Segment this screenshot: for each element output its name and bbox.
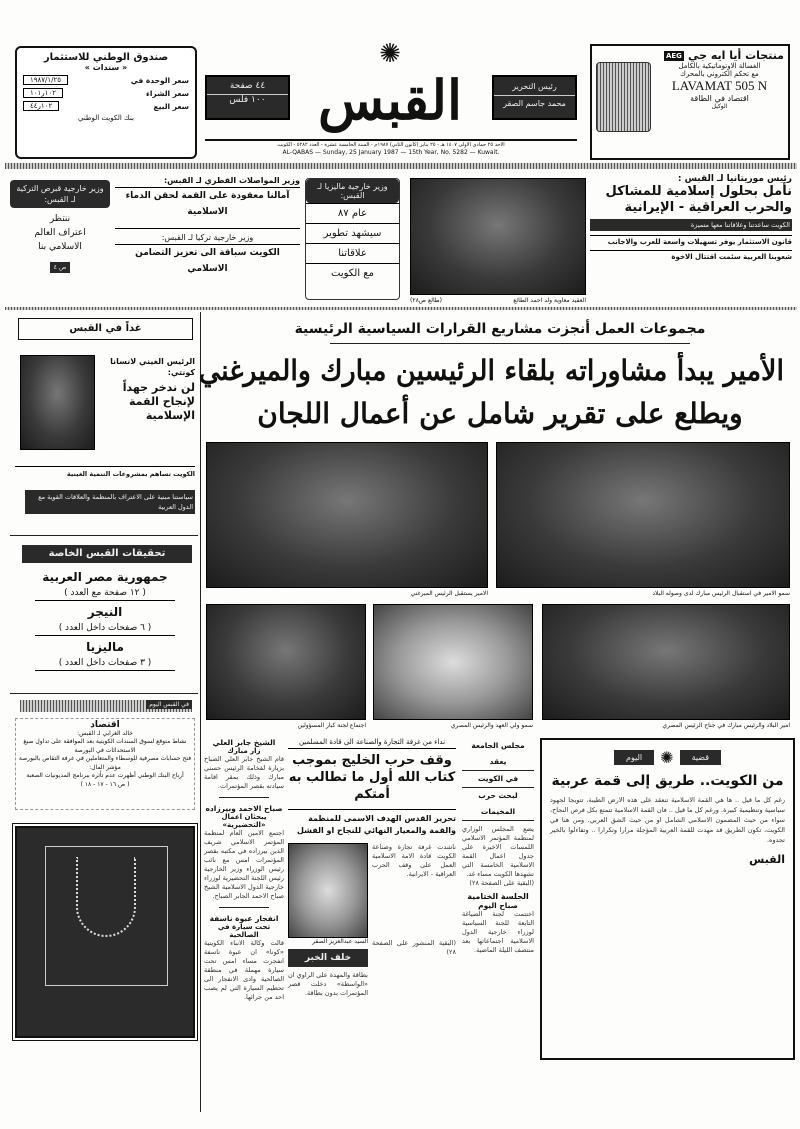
divider: [219, 907, 269, 908]
subheadline: زار مبارك: [227, 747, 261, 755]
editorial-label: اليوم: [614, 750, 654, 765]
editorial-headline: من الكويت.. طريق إلى قمة عربية: [551, 773, 784, 789]
fund-row: [23, 101, 189, 111]
headline-line: اعتراف العالم: [34, 228, 86, 238]
economy-line: فتح حسابات مصرفية للوسطاء والمتعاملين في غرفة التقاص بالبورصة: [18, 755, 192, 762]
page-ref: (طالع ص٢٨): [410, 297, 442, 304]
editorial-box: [540, 738, 795, 1060]
subheadline: تحت سيارة في الصالحية: [217, 923, 271, 939]
reports-list: [15, 568, 195, 673]
dateline-english: AL-QABAS — Sunday, 25 January 1987 — 15th Year, No. 5282 — Kuwait.: [282, 149, 500, 156]
behind-news-logo: خلف الخبر: [288, 949, 368, 967]
headline-line: علاقاتنا: [306, 243, 399, 263]
photo-caption: الامير يستقبل الرئيس الميرغني: [410, 590, 488, 597]
photo-caption: امير البلاد والرئيس مبارك في جناح الرئيس المصري: [662, 722, 790, 729]
editor-title: رئيس التحرير: [512, 82, 557, 91]
headline-line: عام ٨٧: [306, 203, 399, 223]
fund-value: ١٩٨٧/١/٢٥: [23, 75, 68, 85]
column-rule: [200, 312, 201, 1112]
editorial-text: رغم كل ما قيل .. ها هي القمة الاسلامية تنعقد على هذه الارض الطيبة، تتويجا لجهود سياسية وتنظيمية كبيرة. ورغم كل ما قيل .. فان القمة الاسلامية تتمتع بكل فرص النجاح، سواء من حيث المضمون الاسلامي الشامل او من حيث الشق العربي. ومن هنا في الكويت، تكون الطريق قد مهدت للقمة العربية المؤجلة مرارا وتكرارا .. وتفاءلوا بالخير تجدوه.: [550, 796, 785, 844]
main-headline: [199, 349, 795, 437]
headline: صباح اليوم: [478, 901, 518, 910]
fund-subtitle: « سندات »: [84, 63, 128, 72]
headline-line: الاسلامي بنا: [38, 242, 82, 252]
ad-slogan: اقتصاد في الطاقة: [690, 94, 749, 103]
bank-name: بنك الكويت الوطني: [77, 114, 134, 122]
headline: وقف حرب الخليج بموجب كتاب الله أول ما تطالب به أمتكم: [288, 753, 456, 802]
ad-agent: الوكيل: [711, 103, 728, 110]
chamber-body: [288, 843, 456, 998]
reports-header: تحقيقات القبس الخاصة: [22, 545, 192, 563]
page-ref: ص ٤: [50, 262, 70, 273]
article-text: ناشدت غرفة تجارة وصناعة الكويت قادة الامة الاسلامية العمل على وقف الحرب العراقية - الايرانية.: [372, 843, 456, 878]
fund-value: ١٠٢ر١٠١: [23, 88, 63, 98]
report-pages: ( ١٢ صفحة مع العدد ): [35, 586, 175, 601]
economy-title: اقتصاد: [90, 720, 120, 730]
article-text: اختتمت لجنة الصياغة التابعة للجنة السياسية لوزراء خارجية الدول الاسلامية اجتماعاتها بعد منتصف الليلة الماضية.: [462, 910, 534, 954]
photo-caption: اجتماع لجنة كبار المسؤولين: [297, 722, 366, 729]
report-pages: ( ٦ صفحات داخل العدد ): [35, 621, 175, 636]
editor-box: [492, 75, 577, 120]
economy-lines: [18, 730, 192, 790]
headline: لن ندخر جهداً لإنجاح القمة الإسلامية: [122, 381, 195, 422]
subheadline: يبحثان اعمال «التحضيرية»: [221, 813, 267, 829]
masthead-rule: [205, 139, 577, 141]
kicker: رئيس موريتانيا لـ القبس :: [677, 174, 792, 184]
price: ١٠٠ فلس: [207, 94, 288, 105]
bullet: سياستنا مبنية على الاعتراف بالمنظمة والعلاقات القوية مع الدول العربية: [25, 490, 195, 514]
dateline-arabic: الاحد ٢٥ جمادى الاولى ١٤٠٧ هـ - ٢٥ يناير (كانون الثاني) ١٩٨٧م - السنة الخامسة عشرة - العدد ٥٢٨٢ - الكويت: [277, 142, 505, 148]
chamber-story: [288, 738, 456, 998]
cyprus-lines: [10, 212, 110, 254]
economy-line: أرباح البنك الوطني أظهرت عدم تأثره ببرنامج المديونيات الصعبة: [26, 772, 184, 779]
bullet: الكويت ساعدتنا وعلاقاتنا معها متميزة: [590, 219, 792, 231]
photo-caption-row: [410, 297, 586, 304]
article-text: قالت وكالة الانباء الكويتية «كونا» ان عبوة ناسفة انفجرت مساء امس تحت سيارة مهملة في منطقة الصالحية وادى الانفجار الى تحطيم السيارة التي لم يصب احد من جرائها.: [204, 939, 284, 1001]
qatar-turkey-stories: [115, 176, 300, 301]
photo-caption: سمو الامير في استقبال الرئيس مبارك لدى وصوله البلاد: [652, 590, 790, 597]
headline: نأمل بحلول إسلامية للمشاكل والحرب العراقية - الإيرانية: [605, 184, 792, 215]
kicker: نداء من غرفة التجارة والصناعة الى قادة المسلمين: [288, 738, 456, 749]
kicker: الرئيس الغيني لانسانا كونتي:: [110, 357, 195, 377]
economy-line: خالد الغرابي لـ القبس:: [77, 729, 133, 737]
chamber-side-col: [288, 843, 368, 998]
page-ref: (البقية المنشور على الصفحة ٢٨): [372, 939, 456, 956]
ad-line2: مع تحكم الكتروني بالمحرك: [680, 70, 759, 78]
page-ref: (البقية على الصفحة ٢٨): [469, 879, 534, 887]
header-divider: [5, 163, 797, 169]
ad-text: [655, 62, 784, 132]
photo-emir-mirghani: [206, 442, 488, 588]
ad-header: [596, 49, 784, 62]
briefs-column: [204, 738, 284, 1002]
ad-model: LAVAMAT 505 N: [671, 78, 768, 93]
logo-text: القبس: [318, 68, 462, 132]
fund-row: [23, 88, 189, 98]
headline: مجلس الجامعة يعقد: [471, 741, 525, 766]
article-text: قام الشيخ جابر العلي الصباح بزيارة لفخامة الرئيس حسني مبارك وذلك بمقر اقامة سيادته بقصر المؤتمرات.: [204, 755, 284, 790]
headline-row: [199, 349, 795, 392]
photo-officials-meeting: [206, 604, 366, 720]
article-text: يضع المجلس الوزاري لمنظمة المؤتمر الاسلامي اللمسات الاخيرة على جدول اعمال القمة الاسلامية الخامسة التي تشهدها الكويت مساء غد.: [462, 820, 534, 879]
fund-row: [23, 75, 189, 85]
economy-line: مؤشر المال:: [89, 763, 121, 771]
fund-label: سعر البيع: [153, 101, 189, 111]
report-name: جمهورية مصر العربية: [42, 570, 168, 584]
today-bar: [20, 700, 192, 712]
headline-line: سيشهد تطوير: [306, 223, 399, 243]
headline-line2: ويطلع على تقرير شامل عن أعمال اللجان: [257, 397, 743, 430]
divider: [219, 797, 269, 798]
guinea-president-photo: [20, 355, 95, 450]
headline: آمالنا معقودة على القمة لحقن الدماء الاسلامية: [115, 187, 300, 220]
necklace-icon: [76, 857, 136, 937]
photo-caption: العقيد معاوية ولد احمد الطائع: [513, 297, 586, 304]
bullet: قانون الاستثمار يوفر تسهيلات واسعة للعرب والاجانب: [590, 235, 792, 246]
headline: في الكويت: [462, 770, 534, 787]
league-story: [462, 738, 534, 955]
aeg-brand: منتجات أيا ايه جي: [687, 49, 784, 62]
washing-machine-image: [596, 62, 651, 132]
malaysia-lines: [306, 203, 399, 283]
fund-value: ١٠٢ر٤٤: [23, 101, 59, 111]
jewelry-ad: [15, 826, 195, 1038]
economy-line: نشاط متوقع لسوق السندات الكويتية بعد الموافقة على تداول صيغ الاستحداثات في البورصة: [23, 738, 187, 754]
article-text: بطاقة والمهدة على الراوي ان «الواسطة» دخلت قصر المؤتمرات بدون بطاقة.: [288, 971, 368, 997]
today-label: في القبس اليوم: [146, 700, 192, 709]
ad-body: [596, 62, 784, 132]
headline: لبحث حرب المخيمات: [462, 787, 534, 820]
headline-line1: الأمير يبدأ مشاوراته بلقاء الرئيسين مبارك والميرغني: [199, 354, 785, 387]
fund-label: سعر الشراء: [146, 88, 189, 98]
page-count: ٤٤ صفحة: [229, 81, 266, 91]
headline: صباح الاحمد وبيرزاده: [205, 804, 283, 813]
photo-emir-mubarak-suite: [542, 604, 790, 720]
photo-caption: السيد عبدالعزيز الصقر: [312, 938, 368, 945]
sunburst-icon: ✺: [379, 39, 401, 69]
tomorrow-header: غداً في القبس: [18, 318, 193, 340]
headline-line: مع الكويت: [306, 263, 399, 283]
necklace-frame: [45, 846, 168, 986]
kicker: وزير خارجية ماليزيا لـ القبس:: [306, 179, 399, 203]
bullet: شعوبنا العربية سئمت اقتتال الاخوة: [590, 250, 792, 261]
bullet: الكويت تساهم بمشروعات التنمية الغينية: [15, 466, 195, 478]
ad-line1: الغسالة الاوتوماتيكية بالكامل: [678, 62, 761, 70]
malaysia-story: [305, 178, 400, 300]
headline: الجلسة الختامية: [467, 892, 529, 901]
headline: الكويت سباقة الى تعزيز التضامن الاسلامي: [115, 244, 300, 277]
mauritania-president-photo: [410, 178, 586, 295]
editorial-signature: القبس: [749, 853, 785, 866]
photo-emir-mubarak-arrival: [496, 442, 790, 588]
editorial-header: [550, 748, 785, 767]
kicker: وزير خارجية قبرص التركية لـ القبس:: [10, 180, 110, 208]
mauritania-story: [590, 174, 792, 304]
price-box: [205, 75, 290, 120]
report-pages: ( ٣ صفحات داخل العدد ): [35, 656, 175, 671]
photo-crown-prince-mubarak: [373, 604, 533, 720]
subheadline: تحرير القدس الهدف الاسمى للمنظمة والقمة والمعيار النهائي للنجاح او الفشل: [288, 809, 456, 837]
photo-caption: سمو ولي العهد والرئيس المصري: [450, 722, 533, 729]
headline-row: [205, 392, 795, 435]
editor-name: محمد جاسم الصقر: [494, 95, 575, 108]
fund-label: سعر الوحدة في: [130, 75, 189, 85]
kicker: وزير خارجية تركيا لـ القبس:: [115, 228, 300, 242]
divider: [330, 343, 690, 344]
aeg-badge: AEG: [665, 51, 682, 60]
chamber-text-col: [372, 843, 456, 998]
abdulaziz-saqr-photo: [288, 843, 368, 938]
headline: انفجار عبوة ناسفة: [209, 914, 279, 923]
main-kicker: مجموعات العمل أنجزت مشاريع القرارات السياسية الرئيسية: [294, 321, 706, 337]
kicker: وزير المواصلات القطري لـ القبس:: [163, 176, 300, 185]
headline-line: ننتظر: [49, 214, 71, 224]
article-text: اجتمع الامين العام لمنظمة المؤتمر الاسلامي شريف الدين بيرزاده في مكتبه بقصر المؤتمرات امس مع نائب رئيس الوزراء وزير الخارجية رئيس اللجنة التحضيرية لوزراء خارجية الدول الاسلامية الشيخ صباح الاحمد الجابر الصباح.: [204, 829, 284, 900]
aeg-ad: [590, 44, 790, 160]
divider: [5, 307, 797, 310]
dateline: [205, 142, 577, 156]
fund-box: [15, 46, 197, 159]
divider: [10, 535, 198, 536]
report-name: ماليزيا: [86, 640, 124, 654]
headline: الشيخ جابر العلي: [212, 738, 276, 747]
report-name: النيجر: [87, 605, 123, 619]
fund-title: صندوق الوطني للاستثمار: [43, 52, 169, 63]
economy-line: ( ص ١٦ - ١٧ - ١٨ ): [80, 780, 130, 788]
economy-box: [15, 718, 195, 810]
cyprus-story: [10, 180, 110, 304]
fund-rows: [23, 75, 189, 111]
newspaper-logo: [300, 40, 480, 140]
sunburst-icon: ✺: [660, 748, 674, 767]
guinea-story: [100, 356, 195, 423]
editorial-label: قضية: [680, 750, 721, 765]
divider: [10, 693, 198, 694]
